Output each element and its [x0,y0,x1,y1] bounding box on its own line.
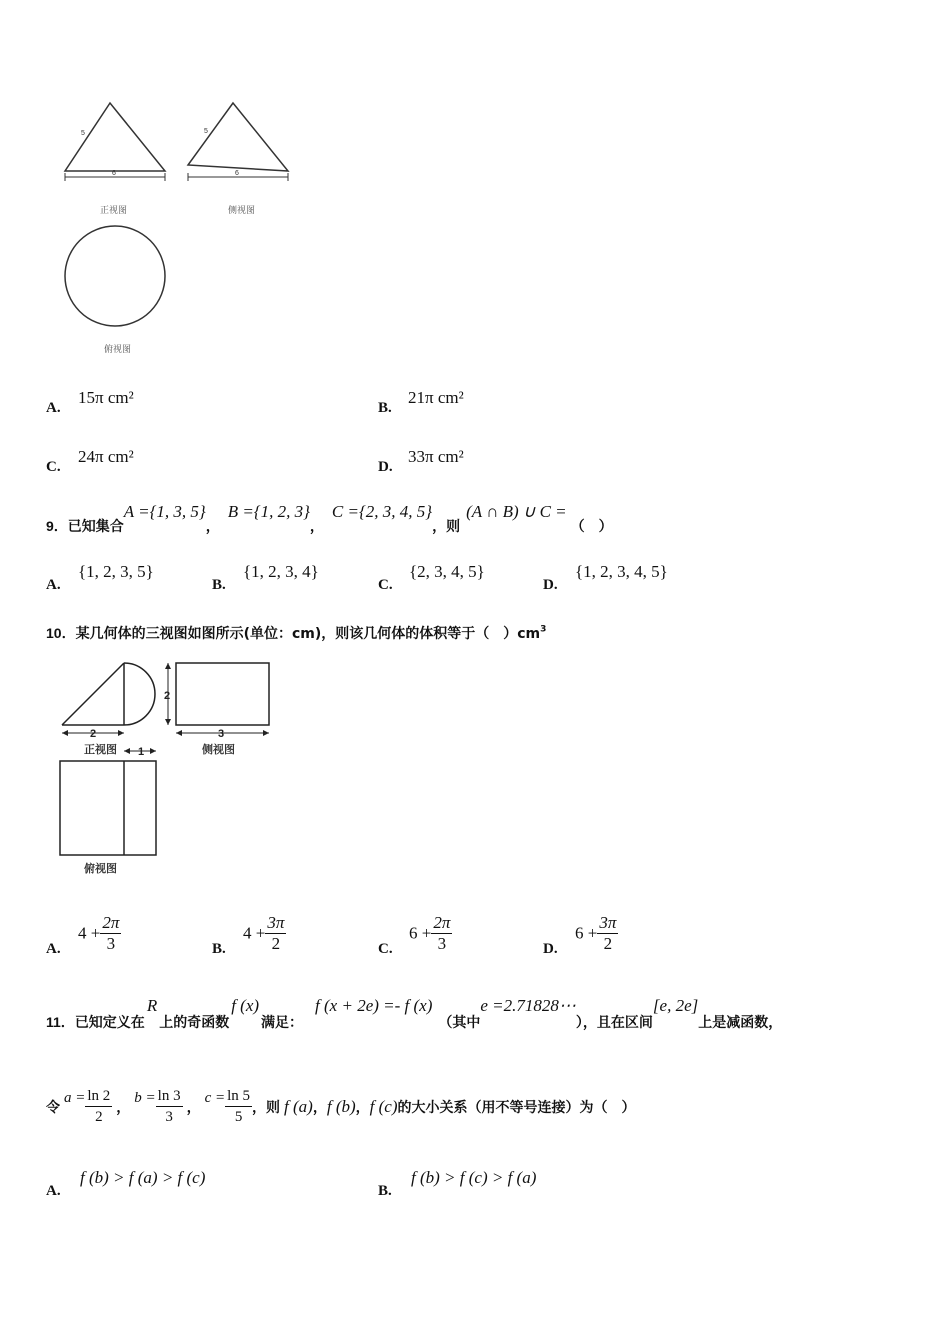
q8-option-b-value: 21π cm² [408,388,464,407]
q10-option-b-value: 4 + $\frac{3\pi}{2}$ [243,913,285,953]
q11-text-5: ），且在区间 [575,1015,653,1031]
q8-option-c-label[interactable]: C. [46,459,61,475]
slant-label: 5 [204,128,208,135]
q8-option-a-value: 15π cm² [78,388,134,407]
q11-stem-line2 [46,1086,635,1127]
q10-number: 10． [46,625,76,641]
q11-fb: f (b) [326,1096,356,1116]
q11-b-frac: $\frac{\ln 3}{3}$ [157,1088,181,1125]
q10-option-b-label[interactable]: B. [212,941,226,957]
q11-stem-line1 [46,996,783,1031]
q8-top-view-figure [60,222,170,332]
q11-option-a-value: f (b) > f (a) > f (c) [80,1168,206,1187]
q9-option-b-label[interactable]: B. [212,577,226,593]
q11-c-eq: c = [204,1090,226,1106]
q10-text: 某几何体的三视图如图所示(单位：cm)，则该几何体的体积等于（ ）cm [75,626,541,642]
q10-front-view-figure [56,657,166,747]
q11-text-4: （其中 [438,1015,481,1031]
slant-label: 5 [81,130,85,137]
q11-text-3: 满足： [261,1015,304,1031]
q9-number: 9． [46,518,68,534]
q10-option-c-label[interactable]: C. [378,941,393,957]
q11-e-value: e =2.71828⋯ [480,996,576,1015]
q10-option-d-label[interactable]: D. [543,941,558,957]
front-view-triangle [65,103,165,171]
q9-sep1: ， [205,519,220,535]
side-view-triangle [188,103,288,171]
q8-option-a-label[interactable]: A. [46,400,61,416]
q9-set-a: A ={1, 3, 5} [123,502,206,521]
dim-height: 2 [164,690,171,702]
q11-text-9: 的大小关系（用不等号连接）为（ ） [397,1099,636,1116]
q11-a-frac: $\frac{\ln 2}{2}$ [87,1088,111,1125]
q11-fx: f (x) [231,996,260,1015]
q9-option-c-label[interactable]: C. [378,577,393,593]
q8-side-view-figure [178,95,298,185]
q11-text-6: 上是减函数， [698,1015,783,1031]
q8-front-caption: 正视图 [100,206,128,216]
q11-a-eq: a = [64,1090,86,1106]
q9-prefix: 已知集合 [67,519,124,535]
q10-option-d-value: 6 + $\frac{3\pi}{2}$ [575,913,617,953]
q11-b-eq: b = [134,1090,156,1106]
q11-fc: f (c) [369,1096,398,1116]
q11-comma-1: ， [116,1099,131,1116]
q11-c-frac: $\frac{\ln 5}{5}$ [227,1088,251,1125]
q10-front-caption: 正视图 [84,743,117,756]
q11-interval: [e, 2e] [652,996,699,1015]
q10-side-caption: 侧视图 [202,743,235,756]
q11-option-b-label[interactable]: B. [378,1183,392,1199]
q11-text-1: 已知定义在 [74,1015,145,1031]
dim-front-width: 2 [90,728,97,740]
q8-side-caption: 侧视图 [228,206,256,216]
q10-side-view-figure [160,657,275,747]
q9-set-c: C ={2, 3, 4, 5} [331,502,433,521]
q10-option-a-label[interactable]: A. [46,941,61,957]
q10-stem [46,623,546,643]
q8-top-caption: 俯视图 [104,345,132,355]
top-view-circle [65,226,165,326]
q8-front-view-figure [55,95,175,185]
q9-sep2: ， [309,519,324,535]
q10-unit-sup: 3 [540,624,547,635]
q11-text-8: ，则 [252,1099,281,1116]
q9-option-d-label[interactable]: D. [543,577,558,593]
q9-then: ，则 [432,519,461,535]
q10-top-view-figure [56,741,166,859]
q11-text-7: 令 [46,1099,60,1116]
q9-option-b-value: {1, 2, 3, 4} [243,562,319,581]
q8-option-d-value: 33π cm² [408,447,464,466]
q11-fa: f (a) [284,1096,313,1116]
q11-equation: f (x + 2e) =- f (x) [315,996,433,1015]
dim-side-width: 3 [218,728,225,740]
q11-r: R [146,996,158,1015]
q11-comma-3: ， [312,1099,327,1116]
q11-comma-4: ， [355,1099,370,1116]
q11-text-2: 上的奇函数 [159,1015,230,1031]
q9-option-a-label[interactable]: A. [46,577,61,593]
q8-option-c-value: 24π cm² [78,447,134,466]
q11-option-a-label[interactable]: A. [46,1183,61,1199]
q9-expression: (A ∩ B) ∪ C = [466,502,567,521]
q8-option-d-label[interactable]: D. [378,459,393,475]
q9-blank: （ ） [570,519,613,535]
q9-set-b: B ={1, 2, 3} [227,502,310,521]
q9-option-a-value: {1, 2, 3, 5} [78,562,154,581]
q11-option-b-value: f (b) > f (c) > f (a) [411,1168,537,1187]
q9-stem [46,502,613,535]
q10-option-c-value: 6 + $\frac{2\pi}{3}$ [409,913,451,953]
q10-option-a-value: 4 + $\frac{2\pi}{3}$ [78,913,120,953]
q11-comma-2: ， [186,1099,201,1116]
base-label: 6 [112,170,116,177]
q9-option-c-value: {2, 3, 4, 5} [409,562,485,581]
q9-option-d-value: {1, 2, 3, 4, 5} [575,562,668,581]
base-label: 6 [235,170,239,177]
q10-top-caption: 俯视图 [84,862,117,875]
q11-number: 11． [46,1014,75,1030]
q8-option-b-label[interactable]: B. [378,400,392,416]
dim-top: 1 [138,746,145,758]
